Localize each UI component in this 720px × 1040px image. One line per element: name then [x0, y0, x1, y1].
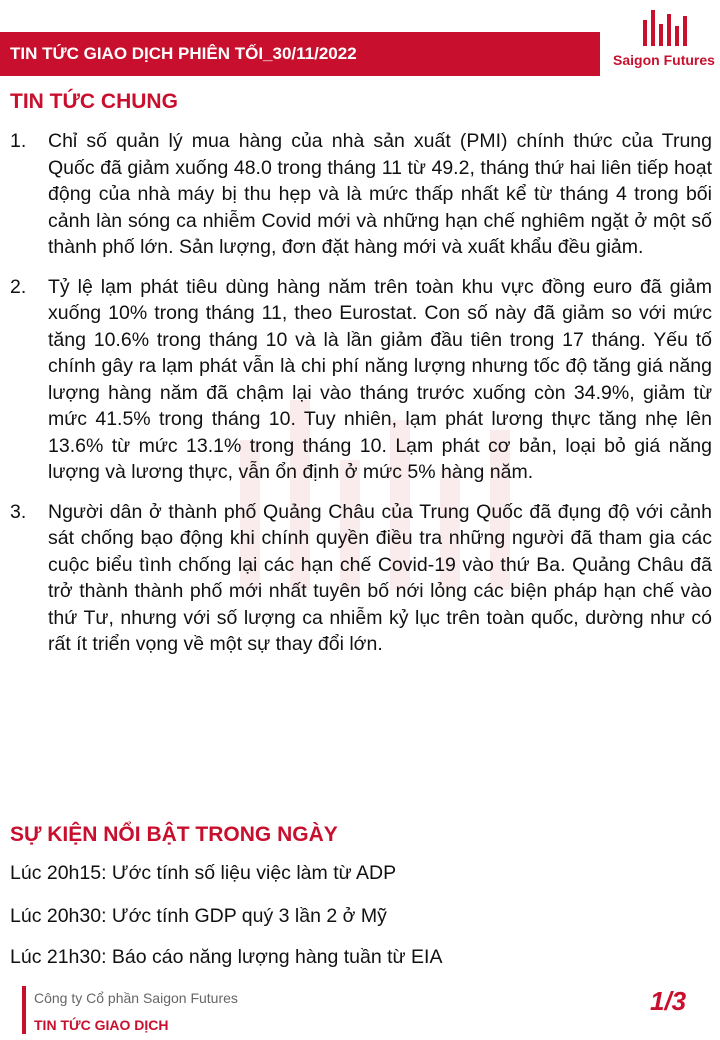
- footer-company: Công ty Cổ phần Saigon Futures: [34, 990, 238, 1006]
- news-item-text: Chỉ số quản lý mua hàng của nhà sản xuất (PMI) chính thức của Trung Quốc đã giảm xuống 48.0 trong tháng 11 từ 49.2, tháng thứ hai liên tiếp hoạt động của nhà máy bị thu hẹp và là mức thấp nhất kể từ tháng 4 trong bối cảnh làn sóng ca nhiễm Covid mới và những hạn chế nghiêm ngặt ở một số thành phố lớn. Sản lượng, đơn đặt hàng mới và xuất khẩu đều giảm.: [48, 130, 712, 258]
- saigon-futures-logo: [610, 6, 718, 68]
- news-item-number: 3.: [10, 500, 27, 523]
- news-item-number: 2.: [10, 275, 27, 298]
- header-banner: [0, 32, 600, 76]
- news-list: [10, 128, 712, 671]
- logo-bars-icon: [610, 6, 718, 50]
- news-item-text: Người dân ở thành phố Quảng Châu của Trung Quốc đã đụng độ với cảnh sát chống bạo động khi chính quyền điều tra những người đã tham gia các cuộc biểu tình chống lại các hạn chế Covid-19 vào thứ Ba. Quảng Châu đã trở thành thành phố mới nhất tuyên bố nới lỏng các biện pháp hạn chế vào thứ Tư, nhưng với số lượng ca nhiễm kỷ lục trên toàn quốc, dường như có rất ít triển vọng về một sự thay đổi lớn.: [48, 500, 712, 655]
- news-item-text: Tỷ lệ lạm phát tiêu dùng hàng năm trên toàn khu vực đồng euro đã giảm xuống 10% trong tháng 11, theo Eurostat. Con số này đã giảm so với mức tăng 10.6% trong tháng 10 và là lần giảm đầu tiên trong 17 tháng. Yếu tố chính gây ra lạm phát vẫn là chi phí năng lượng nhưng tốc độ tăng giá năng lượng hàng năm đã chậm lại vào tháng trước xuống còn 34.9%, giảm từ mức 41.5% trong tháng 10. Tuy nhiên, lạm phát lương thực tăng nhẹ lên 13.6% từ mức 13.1% trong tháng 10. Lạm phát cơ bản, loại bỏ giá năng lượng và lương thực, vẫn ổn định ở mức 5% hàng năm.: [48, 275, 712, 483]
- footer-title: TIN TỨC GIAO DỊCH: [34, 1017, 169, 1033]
- events-section-title: SỰ KIỆN NỔI BẬT TRONG NGÀY: [10, 823, 338, 846]
- news-item: [10, 499, 712, 658]
- logo-text: Saigon Futures: [613, 52, 715, 68]
- page-number: 1/3: [650, 986, 687, 1016]
- news-item: [10, 274, 712, 486]
- news-section-title: TIN TỨC CHUNG: [10, 90, 178, 113]
- header-title: TIN TỨC GIAO DỊCH PHIÊN TỐI_30/11/2022: [10, 44, 357, 63]
- event-item: Lúc 21h30: Báo cáo năng lượng hàng tuần từ EIA: [10, 946, 443, 968]
- event-item: Lúc 20h15: Ước tính số liệu việc làm từ ADP: [10, 862, 397, 884]
- footer-accent-line: [22, 986, 26, 1034]
- event-item: Lúc 20h30: Ước tính GDP quý 3 lần 2 ở Mỹ: [10, 905, 387, 927]
- news-item: [10, 128, 712, 261]
- news-item-number: 1.: [10, 130, 27, 152]
